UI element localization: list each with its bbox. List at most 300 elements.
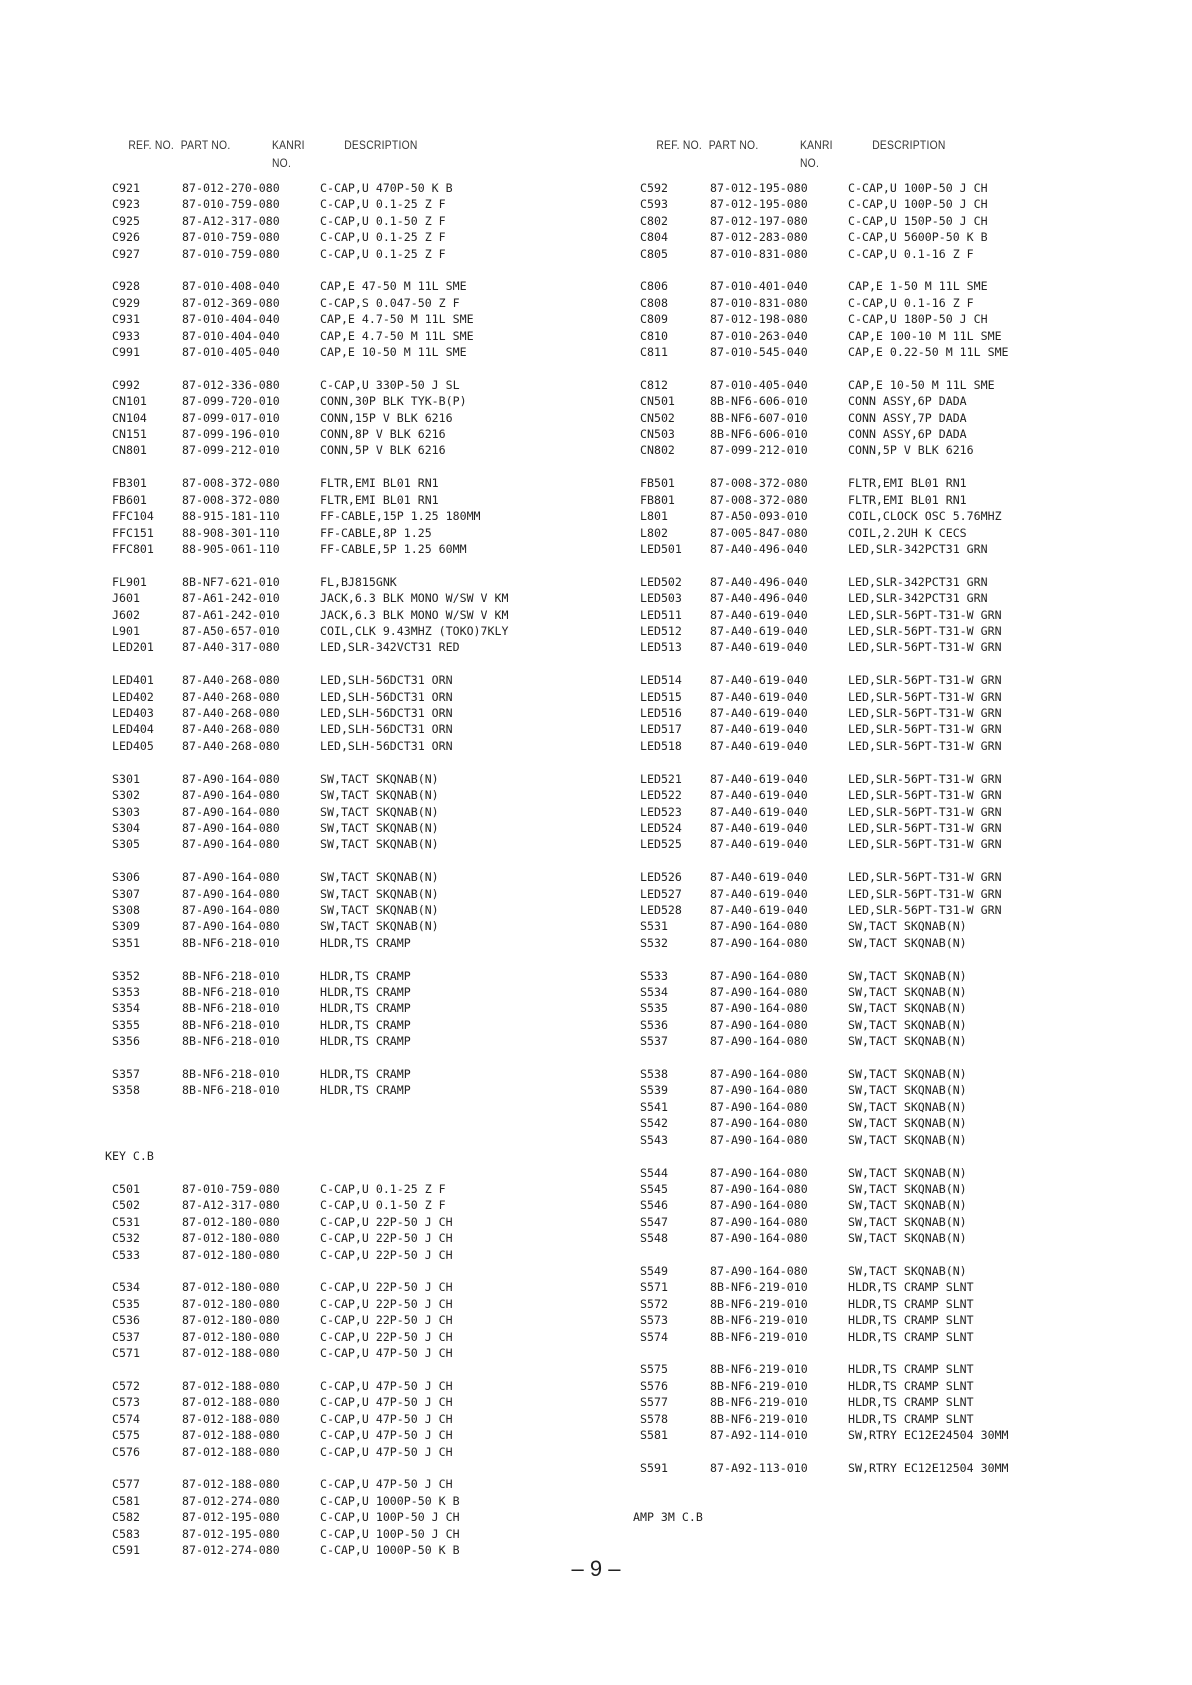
part-no-cell: 87-A90-164-080 [182,870,280,885]
parts-row [640,804,1110,820]
part-no-cell: 87-A12-317-080 [182,1198,280,1213]
parts-row [112,475,582,491]
ref-no-cell: LED516 [640,706,682,721]
ref-no-cell: S353 [112,985,140,1000]
ref-no-cell: S356 [112,1034,140,1049]
description-cell: CONN,5P V BLK 6216 [320,443,446,458]
part-no-cell: 87-099-212-010 [710,443,808,458]
description-cell: C-CAP,U 47P-50 J CH [320,1477,453,1492]
ref-no-cell: L801 [640,509,668,524]
parts-row [112,1411,582,1427]
description-cell: C-CAP,U 0.1-16 Z F [848,246,974,261]
parts-row [112,1345,582,1361]
part-no-cell: 87-A90-164-080 [710,985,808,1000]
parts-row [640,1115,1110,1131]
section-title: KEY C.B [105,1149,154,1164]
parts-row [640,1165,1110,1181]
description-cell: SW,TACT SKQNAB(N) [320,870,439,885]
ref-no-cell: LED512 [640,623,682,638]
description-cell: LED,SLH-56DCT31 ORN [320,706,453,721]
description-cell: C-CAP,U 47P-50 J CH [320,1346,453,1361]
ref-no-cell: C535 [112,1296,140,1311]
ref-no-cell: CN801 [112,443,147,458]
ref-no-cell: S307 [112,886,140,901]
part-no-cell: 87-A40-619-040 [710,820,808,835]
parts-row [640,295,1110,311]
description-cell: CAP,E 4.7-50 M 11L SME [320,312,474,327]
description-cell: C-CAP,U 100P-50 J CH [848,181,988,195]
ref-no-cell: C933 [112,328,140,343]
description-cell: SW,TACT SKQNAB(N) [848,1034,967,1049]
parts-row [640,229,1110,245]
part-no-cell: 87-099-212-010 [182,443,280,458]
ref-no-cell: LED526 [640,870,682,885]
parts-row [640,1263,1110,1279]
parts-row [640,1460,1110,1476]
parts-group [640,869,1110,951]
description-cell: CAP,E 100-10 M 11L SME [848,328,1002,343]
part-no-cell: 87-099-720-010 [182,394,280,409]
ref-no-cell: LED522 [640,788,682,803]
part-no-cell: 87-A90-164-080 [182,837,280,852]
ref-no-cell: FB301 [112,476,147,491]
parts-row [640,344,1110,360]
part-no-cell: 87-010-759-080 [182,1182,280,1197]
ref-no-cell: C929 [112,295,140,310]
description-cell: C-CAP,U 47P-50 J CH [320,1444,453,1459]
description-cell: LED,SLH-56DCT31 ORN [320,722,453,737]
ref-no-cell: LED503 [640,591,682,606]
parts-row [112,804,582,820]
parts-row [640,246,1110,262]
part-no-cell: 87-012-283-080 [710,230,808,245]
parts-row [112,525,582,541]
parts-group [640,1165,1110,1247]
description-cell: CAP,E 10-50 M 11L SME [320,345,467,360]
ref-no-cell: LED405 [112,738,154,753]
description-cell: CONN,5P V BLK 6216 [848,443,974,458]
part-no-cell: 87-A40-268-080 [182,722,280,737]
ref-no-cell: S533 [640,968,668,983]
parts-row [112,1296,582,1312]
description-cell: SW,RTRY EC12E12504 30MM [848,1460,1009,1475]
parts-row [640,311,1110,327]
description-cell: SW,TACT SKQNAB(N) [848,968,967,983]
ref-no-cell: S301 [112,771,140,786]
ref-no-cell: C572 [112,1378,140,1393]
part-no-cell: 87-010-401-040 [710,279,808,294]
ref-no-cell: S545 [640,1181,668,1196]
part-no-cell: 8B-NF6-219-010 [710,1362,808,1377]
parts-row [640,984,1110,1000]
parts-row [112,1247,582,1263]
description-cell: CONN ASSY,7P DADA [848,410,967,425]
ref-no-cell: S543 [640,1132,668,1147]
description-cell: JACK,6.3 BLK MONO W/SW V KM [320,591,509,606]
parts-row [112,410,582,426]
part-no-cell: 87-A92-113-010 [710,1460,808,1475]
description-cell: LED,SLR-56PT-T31-W GRN [848,804,1002,819]
part-no-cell: 87-A40-619-040 [710,804,808,819]
part-no-cell: 8B-NF6-219-010 [710,1329,808,1344]
parts-row [640,393,1110,409]
ref-no-cell: S572 [640,1296,668,1311]
parts-row [112,918,582,934]
description-cell: LED,SLR-56PT-T31-W GRN [848,771,1002,786]
description-cell: SW,TACT SKQNAB(N) [848,1116,967,1131]
parts-row [112,607,582,623]
parts-row [640,1394,1110,1410]
parts-row [640,426,1110,442]
description-cell: LED,SLR-56PT-T31-W GRN [848,607,1002,622]
part-no-cell: 87-A40-619-040 [710,870,808,885]
ref-no-cell: C501 [112,1182,140,1197]
parts-row [112,787,582,803]
parts-row [640,836,1110,852]
parts-row [640,1099,1110,1115]
description-cell: C-CAP,U 22P-50 J CH [320,1231,453,1246]
parts-group [112,1378,582,1460]
header-part-no: PART NO. [708,138,759,152]
description-cell: HLDR,TS CRAMP [320,1001,411,1016]
parts-row [640,442,1110,458]
part-no-cell: 8B-NF6-606-010 [710,427,808,442]
part-no-cell: 87-A40-268-080 [182,673,280,688]
description-cell: C-CAP,U 0.1-25 Z F [320,230,446,245]
part-no-cell: 87-099-196-010 [182,427,280,442]
description-cell: C-CAP,U 0.1-25 Z F [320,246,446,261]
ref-no-cell: C931 [112,312,140,327]
description-cell: HLDR,TS CRAMP [320,1034,411,1049]
part-no-cell: 87-A90-164-080 [182,886,280,901]
description-cell: SW,TACT SKQNAB(N) [320,771,439,786]
parts-row [640,1082,1110,1098]
description-cell: SW,TACT SKQNAB(N) [320,788,439,803]
description-cell: C-CAP,U 100P-50 J CH [320,1526,460,1541]
description-cell: C-CAP,U 5600P-50 K B [848,230,988,245]
parts-row [112,1312,582,1328]
description-cell: HLDR,TS CRAMP SLNT [848,1313,974,1328]
part-no-cell: 87-A90-164-080 [182,902,280,917]
description-cell: COIL,CLOCK OSC 5.76MHZ [848,509,1002,524]
part-no-cell: 87-A90-164-080 [710,1263,808,1278]
part-no-cell: 87-A90-164-080 [182,788,280,803]
parts-column-right [633,136,1110,1542]
ref-no-cell: S357 [112,1067,140,1082]
ref-no-cell: C802 [640,213,668,228]
parts-row [640,590,1110,606]
parts-row [640,475,1110,491]
ref-no-cell: S309 [112,919,140,934]
part-no-cell: 87-010-405-040 [182,345,280,360]
parts-row [640,1066,1110,1082]
part-no-cell: 8B-NF6-607-010 [710,410,808,425]
description-cell: LED,SLR-56PT-T31-W GRN [848,837,1002,852]
part-no-cell: 8B-NF6-218-010 [182,935,280,950]
parts-row [640,1312,1110,1328]
part-no-cell: 87-A90-164-080 [182,804,280,819]
description-cell: SW,TACT SKQNAB(N) [848,1263,967,1278]
parts-row [640,1132,1110,1148]
page-number: – 9 – [571,1556,621,1581]
part-no-cell: 87-010-404-040 [182,328,280,343]
ref-no-cell: LED404 [112,722,154,737]
part-no-cell: 87-012-195-080 [710,197,808,212]
part-no-cell: 87-012-274-080 [182,1542,280,1557]
ref-no-cell: LED523 [640,804,682,819]
parts-row [640,738,1110,754]
ref-no-cell: C992 [112,377,140,392]
ref-no-cell: C927 [112,246,140,261]
part-no-cell: 8B-NF6-218-010 [182,968,280,983]
ref-no-cell: S547 [640,1214,668,1229]
parts-row [112,836,582,852]
ref-no-cell: C583 [112,1526,140,1541]
parts-list-left [105,180,582,1558]
ref-no-cell: LED402 [112,689,154,704]
description-cell: SW,TACT SKQNAB(N) [848,1181,967,1196]
description-cell: C-CAP,U 0.1-25 Z F [320,1182,446,1197]
part-no-cell: 87-A40-317-080 [182,640,280,655]
part-no-cell: 87-005-847-080 [710,525,808,540]
parts-row [640,492,1110,508]
description-cell: C-CAP,U 22P-50 J CH [320,1329,453,1344]
part-no-cell: 87-A40-619-040 [710,902,808,917]
parts-row [112,278,582,294]
part-no-cell: 8B-NF6-218-010 [182,1083,280,1098]
part-no-cell: 87-A90-164-080 [710,1214,808,1229]
parts-row [640,196,1110,212]
parts-group [640,1460,1110,1493]
part-no-cell: 87-A90-164-080 [710,1067,808,1082]
parts-group [112,1476,582,1558]
description-cell: CAP,E 47-50 M 11L SME [320,279,467,294]
ref-no-cell: C592 [640,181,668,195]
part-no-cell: 87-A90-164-080 [710,1001,808,1016]
part-no-cell: 87-012-188-080 [182,1477,280,1492]
part-no-cell: 87-A50-657-010 [182,623,280,638]
parts-row [640,1197,1110,1213]
ref-no-cell: C573 [112,1395,140,1410]
description-cell: SW,TACT SKQNAB(N) [848,1198,967,1213]
parts-group [640,672,1110,754]
ref-no-cell: CN151 [112,427,147,442]
ref-no-cell: C925 [112,213,140,228]
description-cell: C-CAP,S 0.047-50 Z F [320,295,460,310]
part-no-cell: 87-008-372-080 [710,492,808,507]
description-cell: C-CAP,U 1000P-50 K B [320,1542,460,1557]
parts-group [112,869,582,951]
description-cell: FLTR,EMI BL01 RN1 [320,492,439,507]
parts-row [112,1066,582,1082]
ref-no-cell: S591 [640,1460,668,1475]
parts-row [112,689,582,705]
ref-no-cell: C812 [640,377,668,392]
description-cell: FF-CABLE,8P 1.25 [320,525,432,540]
part-no-cell: 87-010-263-040 [710,328,808,343]
ref-no-cell: S571 [640,1280,668,1295]
parts-row [112,590,582,606]
ref-no-cell: LED528 [640,902,682,917]
part-no-cell: 87-010-405-040 [710,377,808,392]
ref-no-cell: LED527 [640,886,682,901]
ref-no-cell: C928 [112,279,140,294]
description-cell: CONN ASSY,6P DADA [848,427,967,442]
ref-no-cell: S351 [112,935,140,950]
part-no-cell: 87-012-188-080 [182,1378,280,1393]
ref-no-cell: C591 [112,1542,140,1557]
parts-row [112,1279,582,1295]
ref-no-cell: LED525 [640,837,682,852]
description-cell: LED,SLR-342PCT31 GRN [848,574,988,589]
parts-row [112,1033,582,1049]
description-cell: SW,TACT SKQNAB(N) [848,1132,967,1147]
ref-no-cell: C921 [112,181,140,195]
parts-row [112,213,582,229]
parts-row [640,787,1110,803]
header-ref-no: REF. NO. [128,138,174,152]
parts-row [640,574,1110,590]
description-cell: C-CAP,U 1000P-50 K B [320,1493,460,1508]
parts-row [112,180,582,196]
description-cell: FF-CABLE,5P 1.25 60MM [320,541,467,556]
description-cell: HLDR,TS CRAMP [320,935,411,950]
description-cell: HLDR,TS CRAMP [320,1083,411,1098]
parts-row [112,377,582,393]
parts-row [640,935,1110,951]
part-no-cell: 87-099-017-010 [182,410,280,425]
part-no-cell: 87-A40-619-040 [710,738,808,753]
description-cell: C-CAP,U 47P-50 J CH [320,1378,453,1393]
parts-row [640,1214,1110,1230]
part-no-cell: 87-008-372-080 [182,476,280,491]
part-no-cell: 8B-NF6-218-010 [182,1034,280,1049]
part-no-cell: 87-A40-619-040 [710,689,808,704]
parts-row [640,639,1110,655]
parts-row [640,1427,1110,1443]
ref-no-cell: C808 [640,295,668,310]
parts-row [112,1000,582,1016]
part-no-cell: 87-012-188-080 [182,1395,280,1410]
part-no-cell: 87-A90-164-080 [710,1132,808,1147]
section-title: AMP 3M C.B [633,1510,703,1525]
parts-row [640,1279,1110,1295]
ref-no-cell: LED502 [640,574,682,589]
ref-no-cell: C804 [640,230,668,245]
parts-group [112,377,582,459]
part-no-cell: 88-908-301-110 [182,525,280,540]
description-cell: LED,SLR-56PT-T31-W GRN [848,722,1002,737]
description-cell: LED,SLR-56PT-T31-W GRN [848,623,1002,638]
ref-no-cell: S538 [640,1067,668,1082]
description-cell: FL,BJ815GNK [320,574,397,589]
ref-no-cell: CN101 [112,394,147,409]
part-no-cell: 87-A90-164-080 [710,968,808,983]
description-cell: C-CAP,U 330P-50 J SL [320,377,460,392]
parts-row [112,968,582,984]
part-no-cell: 8B-NF6-219-010 [710,1378,808,1393]
parts-group [640,180,1110,262]
parts-row [112,508,582,524]
part-no-cell: 87-A40-268-080 [182,738,280,753]
parts-row [640,705,1110,721]
parts-row [112,820,582,836]
parts-row [112,738,582,754]
part-no-cell: 87-A90-164-080 [710,1198,808,1213]
part-no-cell: 87-012-180-080 [182,1280,280,1295]
part-no-cell: 8B-NF6-219-010 [710,1296,808,1311]
description-cell: HLDR,TS CRAMP SLNT [848,1280,974,1295]
ref-no-cell: S574 [640,1329,668,1344]
parts-row [640,918,1110,934]
parts-row [112,1427,582,1443]
ref-no-cell: LED524 [640,820,682,835]
part-no-cell: 8B-NF6-606-010 [710,394,808,409]
parts-row [112,1526,582,1542]
parts-row [640,1000,1110,1016]
description-cell: C-CAP,U 100P-50 J CH [848,197,988,212]
description-cell: CAP,E 1-50 M 11L SME [848,279,988,294]
ref-no-cell: FB501 [640,476,675,491]
parts-row [112,1509,582,1525]
ref-no-cell: LED514 [640,673,682,688]
ref-no-cell: S546 [640,1198,668,1213]
ref-no-cell: FFC151 [112,525,154,540]
parts-row [640,1181,1110,1197]
parts-group [112,475,582,557]
description-cell: LED,SLR-342PCT31 GRN [848,541,988,556]
parts-row [640,410,1110,426]
description-cell: SW,TACT SKQNAB(N) [320,837,439,852]
part-no-cell: 87-A40-619-040 [710,886,808,901]
description-cell: LED,SLH-56DCT31 ORN [320,689,453,704]
part-no-cell: 87-A40-619-040 [710,673,808,688]
ref-no-cell: C991 [112,345,140,360]
ref-no-cell: C533 [112,1247,140,1262]
header-description: DESCRIPTION [344,138,418,152]
part-no-cell: 87-A90-164-080 [710,935,808,950]
ref-no-cell: S302 [112,788,140,803]
ref-no-cell: S532 [640,935,668,950]
parts-row [112,623,582,639]
part-no-cell: 87-012-180-080 [182,1296,280,1311]
part-no-cell: 8B-NF6-219-010 [710,1280,808,1295]
parts-row [112,426,582,442]
part-no-cell: 87-012-188-080 [182,1346,280,1361]
description-cell: CONN,30P BLK TYK-B(P) [320,394,467,409]
ref-no-cell: C809 [640,312,668,327]
parts-row [640,213,1110,229]
ref-no-cell: C536 [112,1313,140,1328]
part-no-cell: 87-010-545-040 [710,345,808,360]
parts-group [640,771,1110,853]
ref-no-cell: L901 [112,623,140,638]
parts-row [640,902,1110,918]
parts-row [112,1493,582,1509]
parts-row [112,1329,582,1345]
description-cell: CAP,E 4.7-50 M 11L SME [320,328,474,343]
ref-no-cell: S575 [640,1362,668,1377]
parts-group [640,278,1110,360]
parts-group [112,771,582,853]
parts-row [640,771,1110,787]
description-cell: LED,SLR-342VCT31 RED [320,640,460,655]
part-no-cell: 8B-NF6-219-010 [710,1395,808,1410]
description-cell: FLTR,EMI BL01 RN1 [848,476,967,491]
parts-row [112,393,582,409]
part-no-cell: 87-A90-164-080 [710,1231,808,1246]
column-header [640,136,1044,180]
